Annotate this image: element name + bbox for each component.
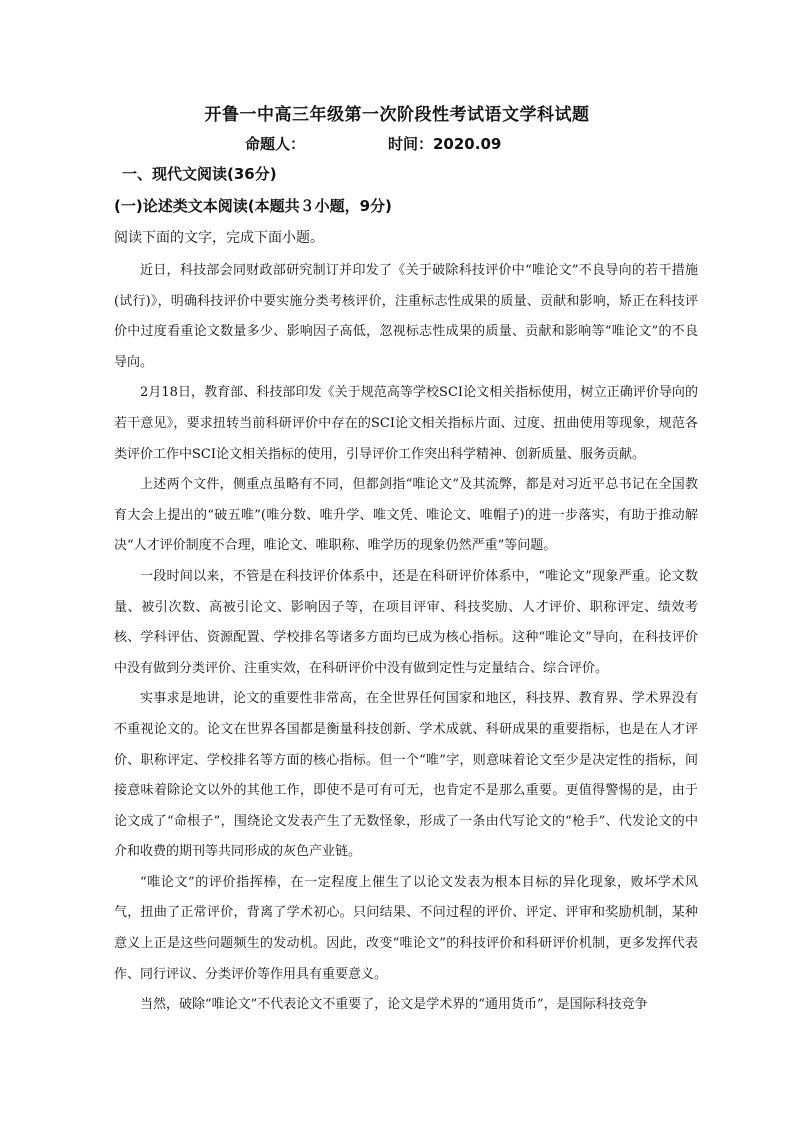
passage-paragraph: 近日，科技部会同财政部研究制订并印发了《关于破除科技评价中“唯论文”不良导向的若干措施(试行)》，明确科技评价中要实施分类考核评价，注重标志性成果的质量、贡献和影响，矫正在科技评价中过度看重论文数量多少、影响因子高低，忽视标志性成果的质量、贡献和影响等“唯论文”的不良导向。 xyxy=(114,263,698,370)
passage-paragraph: 一段时间以来，不管是在科技评价体系中，还是在科研评价体系中，“唯论文”现象严重。论文数量、被引次数、高被引论文、影响因子等，在项目评审、科技奖励、人才评价、职称评定、绩效考核、学科评估、资源配置、学校排名等诸多方面均已成为核心指标。这种“唯论文”导向，在科技评价中没有做到分类评价、注重实效，在科研评价中没有做到定性与定量结合、综合评价。 xyxy=(114,568,698,676)
exam-title: 开鲁一中高三年级第一次阶段性考试语文学科试题 xyxy=(204,105,590,125)
passage-paragraph: 当然，破除“唯论文”不代表论文不重要了，论文是学术界的“通用货币”，是国际科技竞争 xyxy=(140,997,648,1013)
author-label: 命题人： xyxy=(245,135,306,153)
passage-paragraph: 上述两个文件，侧重点虽略有不同，但都剑指“唯论文”及其流弊，都是对习近平总书记在全国教育大会上提出的“破五唯”(唯分数、唯升学、唯文凭、唯论文、唯帽子)的进一步落实，有助于推动解决“人才评价制度不合理，唯论文、唯职称、唯学历的现象仍然严重”等问题。 xyxy=(114,477,698,554)
passage-paragraph: “唯论文”的评价指挥棒，在一定程度上催生了以论文发表为根本目标的异化现象，败坏学术风气，扭曲了正常评价，背离了学术初心。只问结果、不问过程的评价、评定、评审和奖励机制，某种意义上正是这些问题频生的发动机。因此，改变“唯论文”的科技评价和科研评价机制，更多发挥代表作、同行评议、分类评价等作用具有重要意义。 xyxy=(114,874,698,982)
reading-passage xyxy=(114,256,698,1021)
reading-instruction: 阅读下面的文字，完成下面小题。 xyxy=(114,230,324,246)
section-heading: 一、现代文阅读(36分) xyxy=(122,165,277,183)
exam-meta xyxy=(245,133,502,154)
passage-paragraph: 2月18日，教育部、科技部印发《关于规范高等学校SCI论文相关指标使用，树立正确评价导向的若干意见》，要求扭转当前科研评价中存在的SCI论文相关指标片面、过度、扭曲使用等现象，规范各类评价工作中SCI论文相关指标的使用，引导评价工作突出科学精神、创新质量、服务贡献。 xyxy=(114,385,698,462)
exam-time: 时间：2020.09 xyxy=(388,135,502,153)
subsection-heading: (一)论述类文本阅读(本题共３小题，9分) xyxy=(114,197,392,215)
passage-paragraph: 实事求是地讲，论文的重要性非常高，在全世界任何国家和地区，科技界、教育界、学术界没有不重视论文的。论文在世界各国都是衡量科技创新、学术成就、科研成果的重要指标，也是在人才评价、职称评定、学校排名等方面的核心指标。但一个“唯”字，则意味着论文至少是决定性的指标，间接意味着除论文以外的其他工作，即使不是可有可无，也肯定不是那么重要。更值得警惕的是，由于论文成了“命根子”，围绕论文发表产生了无数怪象，形成了一条由代写论文的“枪手”、代发论文的中介和收费的期刊等共同形成的灰色产业链。 xyxy=(114,691,698,860)
